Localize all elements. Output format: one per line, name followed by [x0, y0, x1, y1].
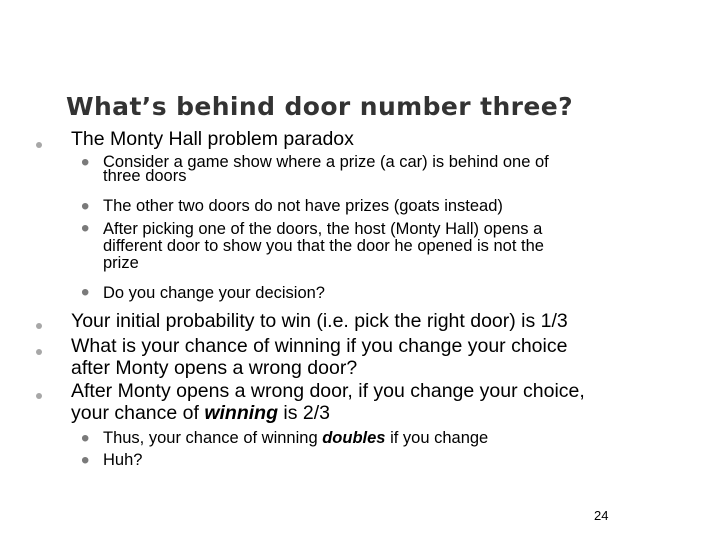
sub-bullet-goats: The other two doors do not have prizes (goats instead): [103, 197, 503, 215]
bullet-text: is 2/3: [278, 402, 331, 424]
bullet-chance-question: [71, 335, 711, 379]
sub-bullet-line: prize: [103, 254, 139, 272]
sub-bullet-line: different door to show you that the door he opened is not the: [103, 237, 544, 255]
bullet-line: After Monty opens a wrong door, if you change your choice,: [71, 380, 585, 402]
sub-bullet-dot: •: [81, 425, 90, 452]
sub-bullet-text: Thus, your chance of winning: [103, 429, 323, 447]
bullet-line: What is your chance of winning if you change your choice: [71, 335, 568, 357]
sub-bullet-text: if you change: [385, 429, 489, 447]
sub-bullet-line: three doors: [103, 167, 187, 185]
sub-bullet-dot: •: [81, 215, 90, 242]
sub-bullet-dot: •: [81, 149, 90, 176]
slide-title: What’s behind door number three?: [66, 92, 573, 121]
bullet-winning-two-thirds: [71, 380, 711, 424]
bullet-monty-hall: The Monty Hall problem paradox: [71, 128, 354, 150]
sub-bullet-doubles: [103, 428, 703, 449]
bullet-initial-probability: Your initial probability to win (i.e. pick the right door) is 1/3: [71, 310, 568, 332]
bullet-line: [71, 402, 711, 424]
sub-bullet-line: After picking one of the doors, the host (Monty Hall) opens a: [103, 220, 543, 238]
bullet-dot: [36, 393, 42, 399]
page-number: 24: [594, 508, 609, 523]
sub-bullet-line: Consider a game show where a prize (a car) is behind one of: [103, 153, 549, 171]
emphasis-winning: winning: [204, 402, 278, 424]
emphasis-doubles: doubles: [322, 429, 386, 447]
bullet-text: your chance of: [71, 402, 205, 424]
bullet-dot: [36, 323, 42, 329]
sub-bullet-change-decision: Do you change your decision?: [103, 284, 325, 302]
sub-bullet-dot: •: [81, 193, 90, 220]
sub-bullet-huh: Huh?: [103, 451, 143, 469]
bullet-dot: [36, 142, 42, 148]
sub-bullet-dot: •: [81, 279, 90, 306]
bullet-line: after Monty opens a wrong door?: [71, 357, 358, 379]
sub-bullet-game-show: [103, 152, 703, 187]
sub-bullet-dot: •: [81, 447, 90, 474]
sub-bullet-host-opens: [103, 219, 703, 274]
bullet-dot: [36, 349, 42, 355]
